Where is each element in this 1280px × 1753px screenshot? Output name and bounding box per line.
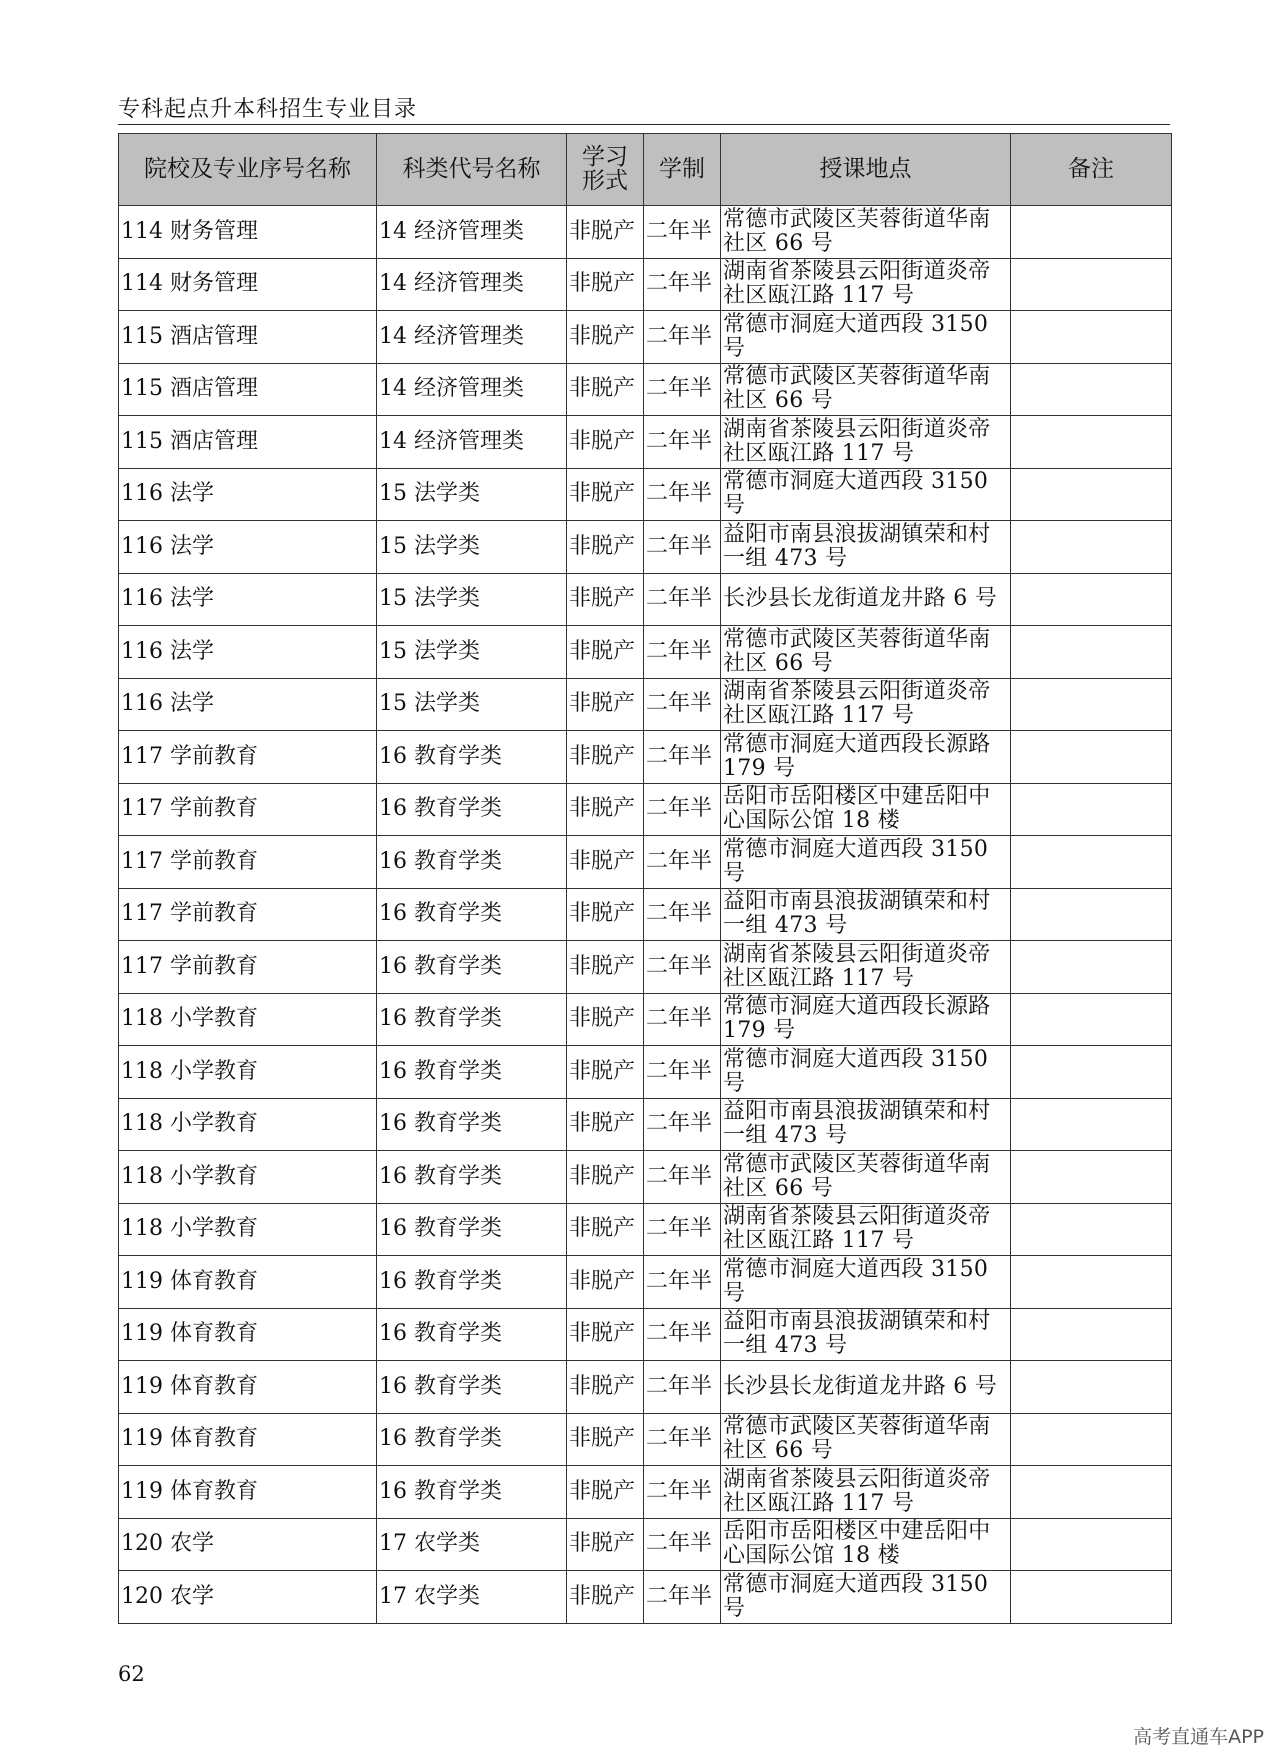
cell-major: 116 法学 [119, 626, 377, 679]
cell-location: 湖南省茶陵县云阳街道炎帝社区瓯江路 117 号 [721, 678, 1011, 731]
cell-mode: 非脱产 [567, 1256, 644, 1309]
cell-duration: 二年半 [644, 1203, 721, 1256]
cell-note [1011, 468, 1172, 521]
table-body [119, 206, 1172, 1624]
table-row [119, 1203, 1172, 1256]
watermark: 高考直通车APP [1133, 1726, 1264, 1748]
cell-location: 益阳市南县浪拔湖镇荣和村一组 473 号 [721, 521, 1011, 574]
cell-category: 16 教育学类 [377, 836, 567, 889]
table-row [119, 1518, 1172, 1571]
cell-mode: 非脱产 [567, 206, 644, 259]
cell-note [1011, 1203, 1172, 1256]
table-row [119, 836, 1172, 889]
cell-location: 常德市洞庭大道西段长源路 179 号 [721, 993, 1011, 1046]
cell-duration: 二年半 [644, 941, 721, 994]
cell-location: 湖南省茶陵县云阳街道炎帝社区瓯江路 117 号 [721, 1466, 1011, 1519]
cell-location: 常德市武陵区芙蓉街道华南社区 66 号 [721, 363, 1011, 416]
cell-location: 长沙县长龙街道龙井路 6 号 [721, 1361, 1011, 1414]
cell-category: 14 经济管理类 [377, 258, 567, 311]
table-row [119, 626, 1172, 679]
cell-mode: 非脱产 [567, 1203, 644, 1256]
cell-mode: 非脱产 [567, 521, 644, 574]
cell-mode: 非脱产 [567, 1518, 644, 1571]
cell-major: 119 体育教育 [119, 1413, 377, 1466]
cell-location: 常德市洞庭大道西段长源路 179 号 [721, 731, 1011, 784]
page-number: 62 [118, 1662, 145, 1686]
cell-duration: 二年半 [644, 468, 721, 521]
cell-duration: 二年半 [644, 678, 721, 731]
cell-major: 117 学前教育 [119, 731, 377, 784]
cell-location: 湖南省茶陵县云阳街道炎帝社区瓯江路 117 号 [721, 941, 1011, 994]
cell-duration: 二年半 [644, 731, 721, 784]
cell-duration: 二年半 [644, 888, 721, 941]
cell-category: 15 法学类 [377, 521, 567, 574]
table-row [119, 888, 1172, 941]
cell-major: 119 体育教育 [119, 1308, 377, 1361]
cell-mode: 非脱产 [567, 416, 644, 469]
table-row [119, 311, 1172, 364]
cell-major: 117 学前教育 [119, 836, 377, 889]
cell-mode: 非脱产 [567, 1308, 644, 1361]
table-row [119, 1151, 1172, 1204]
cell-mode: 非脱产 [567, 1413, 644, 1466]
cell-category: 16 教育学类 [377, 993, 567, 1046]
cell-category: 15 法学类 [377, 573, 567, 626]
table-row [119, 1098, 1172, 1151]
cell-major: 118 小学教育 [119, 1098, 377, 1151]
cell-duration: 二年半 [644, 626, 721, 679]
table-row [119, 521, 1172, 574]
header-rule [118, 124, 1170, 125]
cell-category: 16 教育学类 [377, 1308, 567, 1361]
cell-category: 14 经济管理类 [377, 416, 567, 469]
cell-major: 115 酒店管理 [119, 416, 377, 469]
table-row [119, 783, 1172, 836]
table-header-row [119, 134, 1172, 206]
cell-major: 119 体育教育 [119, 1466, 377, 1519]
table-row [119, 731, 1172, 784]
cell-note [1011, 993, 1172, 1046]
cell-location: 岳阳市岳阳楼区中建岳阳中心国际公馆 18 楼 [721, 1518, 1011, 1571]
cell-mode: 非脱产 [567, 573, 644, 626]
table-row [119, 1361, 1172, 1414]
table-row [119, 1571, 1172, 1624]
cell-location: 常德市洞庭大道西段 3150 号 [721, 468, 1011, 521]
running-title: 专科起点升本科招生专业目录 [118, 97, 418, 122]
cell-mode: 非脱产 [567, 311, 644, 364]
cell-category: 16 教育学类 [377, 888, 567, 941]
cell-duration: 二年半 [644, 993, 721, 1046]
cell-location: 常德市武陵区芙蓉街道华南社区 66 号 [721, 1151, 1011, 1204]
cell-major: 115 酒店管理 [119, 363, 377, 416]
cell-major: 118 小学教育 [119, 1151, 377, 1204]
cell-note [1011, 731, 1172, 784]
cell-note [1011, 573, 1172, 626]
cell-category: 16 教育学类 [377, 1203, 567, 1256]
cell-mode: 非脱产 [567, 468, 644, 521]
cell-mode: 非脱产 [567, 731, 644, 784]
cell-major: 114 财务管理 [119, 258, 377, 311]
cell-note [1011, 1308, 1172, 1361]
table-row [119, 1466, 1172, 1519]
cell-note [1011, 626, 1172, 679]
cell-note [1011, 258, 1172, 311]
cell-category: 15 法学类 [377, 678, 567, 731]
cell-location: 常德市洞庭大道西段 3150 号 [721, 1256, 1011, 1309]
cell-mode: 非脱产 [567, 363, 644, 416]
table-row [119, 678, 1172, 731]
cell-duration: 二年半 [644, 1361, 721, 1414]
table-row [119, 258, 1172, 311]
cell-location: 益阳市南县浪拔湖镇荣和村一组 473 号 [721, 1098, 1011, 1151]
cell-location: 常德市洞庭大道西段 3150 号 [721, 836, 1011, 889]
cell-duration: 二年半 [644, 206, 721, 259]
cell-category: 16 教育学类 [377, 941, 567, 994]
cell-duration: 二年半 [644, 258, 721, 311]
cell-category: 14 经济管理类 [377, 363, 567, 416]
cell-major: 117 学前教育 [119, 941, 377, 994]
cell-category: 16 教育学类 [377, 1361, 567, 1414]
cell-note [1011, 1518, 1172, 1571]
cell-location: 常德市洞庭大道西段 3150 号 [721, 1046, 1011, 1099]
cell-category: 15 法学类 [377, 626, 567, 679]
cell-duration: 二年半 [644, 1571, 721, 1624]
cell-location: 湖南省茶陵县云阳街道炎帝社区瓯江路 117 号 [721, 1203, 1011, 1256]
cell-duration: 二年半 [644, 836, 721, 889]
cell-duration: 二年半 [644, 573, 721, 626]
cell-major: 118 小学教育 [119, 1046, 377, 1099]
cell-major: 117 学前教育 [119, 783, 377, 836]
cell-major: 120 农学 [119, 1571, 377, 1624]
cell-note [1011, 888, 1172, 941]
cell-category: 16 教育学类 [377, 1256, 567, 1309]
cell-duration: 二年半 [644, 1098, 721, 1151]
cell-category: 17 农学类 [377, 1571, 567, 1624]
cell-category: 16 教育学类 [377, 1413, 567, 1466]
table-row [119, 468, 1172, 521]
cell-mode: 非脱产 [567, 1361, 644, 1414]
cell-mode: 非脱产 [567, 993, 644, 1046]
cell-location: 湖南省茶陵县云阳街道炎帝社区瓯江路 117 号 [721, 416, 1011, 469]
cell-note [1011, 1046, 1172, 1099]
cell-category: 17 农学类 [377, 1518, 567, 1571]
cell-note [1011, 941, 1172, 994]
cell-mode: 非脱产 [567, 258, 644, 311]
cell-note [1011, 363, 1172, 416]
col-header-location: 授课地点 [721, 134, 1011, 206]
col-header-mode: 学习形式 [567, 134, 644, 206]
cell-duration: 二年半 [644, 1046, 721, 1099]
cell-location: 岳阳市岳阳楼区中建岳阳中心国际公馆 18 楼 [721, 783, 1011, 836]
table-row [119, 416, 1172, 469]
cell-duration: 二年半 [644, 363, 721, 416]
table-row [119, 1413, 1172, 1466]
cell-duration: 二年半 [644, 1518, 721, 1571]
cell-note [1011, 416, 1172, 469]
cell-category: 14 经济管理类 [377, 206, 567, 259]
table-row [119, 1256, 1172, 1309]
cell-location: 常德市洞庭大道西段 3150 号 [721, 1571, 1011, 1624]
cell-major: 118 小学教育 [119, 1203, 377, 1256]
cell-category: 16 教育学类 [377, 783, 567, 836]
cell-major: 119 体育教育 [119, 1361, 377, 1414]
cell-location: 益阳市南县浪拔湖镇荣和村一组 473 号 [721, 1308, 1011, 1361]
cell-major: 116 法学 [119, 678, 377, 731]
cell-mode: 非脱产 [567, 1098, 644, 1151]
cell-note [1011, 1098, 1172, 1151]
table-row [119, 573, 1172, 626]
table-row [119, 1046, 1172, 1099]
cell-note [1011, 1466, 1172, 1519]
cell-mode: 非脱产 [567, 941, 644, 994]
cell-category: 16 教育学类 [377, 1151, 567, 1204]
major-catalog-table [118, 133, 1172, 1624]
cell-mode: 非脱产 [567, 626, 644, 679]
cell-note [1011, 521, 1172, 574]
table-row [119, 1308, 1172, 1361]
cell-category: 16 教育学类 [377, 1046, 567, 1099]
cell-mode: 非脱产 [567, 1151, 644, 1204]
col-header-category: 科类代号名称 [377, 134, 567, 206]
cell-duration: 二年半 [644, 1308, 721, 1361]
cell-note [1011, 1413, 1172, 1466]
cell-mode: 非脱产 [567, 678, 644, 731]
table-row [119, 206, 1172, 259]
cell-major: 118 小学教育 [119, 993, 377, 1046]
cell-duration: 二年半 [644, 311, 721, 364]
cell-note [1011, 678, 1172, 731]
cell-duration: 二年半 [644, 1151, 721, 1204]
cell-duration: 二年半 [644, 416, 721, 469]
cell-category: 15 法学类 [377, 468, 567, 521]
cell-duration: 二年半 [644, 1256, 721, 1309]
cell-category: 16 教育学类 [377, 731, 567, 784]
cell-note [1011, 1151, 1172, 1204]
cell-note [1011, 206, 1172, 259]
cell-category: 16 教育学类 [377, 1466, 567, 1519]
cell-location: 常德市武陵区芙蓉街道华南社区 66 号 [721, 1413, 1011, 1466]
cell-duration: 二年半 [644, 1413, 721, 1466]
cell-location: 常德市武陵区芙蓉街道华南社区 66 号 [721, 206, 1011, 259]
col-header-note: 备注 [1011, 134, 1172, 206]
cell-note [1011, 836, 1172, 889]
cell-mode: 非脱产 [567, 1571, 644, 1624]
cell-mode: 非脱产 [567, 836, 644, 889]
cell-location: 益阳市南县浪拔湖镇荣和村一组 473 号 [721, 888, 1011, 941]
cell-category: 16 教育学类 [377, 1098, 567, 1151]
table-row [119, 941, 1172, 994]
cell-location: 常德市武陵区芙蓉街道华南社区 66 号 [721, 626, 1011, 679]
cell-note [1011, 1571, 1172, 1624]
cell-category: 14 经济管理类 [377, 311, 567, 364]
cell-duration: 二年半 [644, 521, 721, 574]
cell-major: 117 学前教育 [119, 888, 377, 941]
cell-note [1011, 311, 1172, 364]
cell-location: 常德市洞庭大道西段 3150 号 [721, 311, 1011, 364]
cell-note [1011, 783, 1172, 836]
cell-note [1011, 1256, 1172, 1309]
cell-major: 116 法学 [119, 468, 377, 521]
cell-major: 115 酒店管理 [119, 311, 377, 364]
cell-major: 114 财务管理 [119, 206, 377, 259]
cell-note [1011, 1361, 1172, 1414]
cell-mode: 非脱产 [567, 783, 644, 836]
col-header-duration: 学制 [644, 134, 721, 206]
cell-mode: 非脱产 [567, 1046, 644, 1099]
table-row [119, 993, 1172, 1046]
table-row [119, 363, 1172, 416]
cell-major: 120 农学 [119, 1518, 377, 1571]
cell-major: 116 法学 [119, 573, 377, 626]
cell-mode: 非脱产 [567, 888, 644, 941]
cell-duration: 二年半 [644, 1466, 721, 1519]
cell-major: 119 体育教育 [119, 1256, 377, 1309]
cell-duration: 二年半 [644, 783, 721, 836]
cell-mode: 非脱产 [567, 1466, 644, 1519]
cell-location: 长沙县长龙街道龙井路 6 号 [721, 573, 1011, 626]
col-header-major: 院校及专业序号名称 [119, 134, 377, 206]
cell-major: 116 法学 [119, 521, 377, 574]
cell-location: 湖南省茶陵县云阳街道炎帝社区瓯江路 117 号 [721, 258, 1011, 311]
